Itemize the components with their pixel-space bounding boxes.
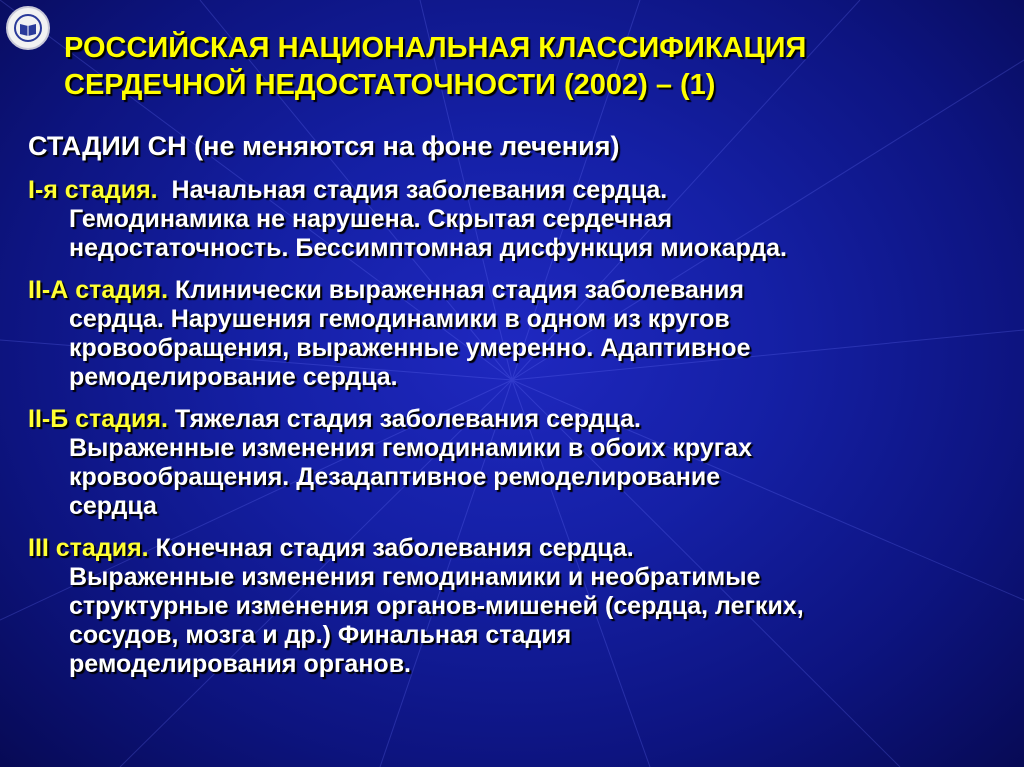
stage-text-line: Выраженные изменения гемодинамики и необратимые: [69, 563, 761, 591]
stage-label: II-А стадия.: [28, 276, 169, 304]
stage-label: III стадия.: [28, 534, 149, 562]
stage-item-2b: [28, 405, 1008, 521]
stage-text-line: недостаточность. Бессимптомная дисфункция миокарда.: [69, 234, 787, 262]
stage-text-line: ремоделирование сердца.: [69, 363, 398, 391]
book-emblem-icon: [13, 13, 43, 43]
stage-text-line: Выраженные изменения гемодинамики в обоих кругах: [69, 434, 752, 462]
stage-first-line: [28, 405, 1008, 434]
title-line-2: СЕРДЕЧНОЙ НЕДОСТАТОЧНОСТИ (2002) – (1): [64, 69, 716, 101]
stage-heading-text: Тяжелая стадия заболевания сердца.: [167, 405, 641, 433]
title-line-1: РОССИЙСКАЯ НАЦИОНАЛЬНАЯ КЛАССИФИКАЦИЯ: [64, 32, 807, 64]
stage-text-line: сердца: [69, 492, 157, 520]
stage-text-line: сосудов, мозга и др.) Финальная стадия: [69, 621, 572, 649]
section-subtitle: СТАДИИ СН (не меняются на фоне лечения): [28, 131, 620, 161]
stage-text-line: сердца. Нарушения гемодинамики в одном из кругов: [69, 305, 730, 333]
slide-content: [28, 130, 1008, 692]
stage-text-line: структурные изменения органов-мишеней (сердца, легких,: [69, 592, 804, 620]
institution-logo-icon: [6, 6, 50, 50]
stage-item-2a: [28, 276, 1008, 392]
slide-title: [64, 30, 964, 104]
stage-heading-text: Начальная стадия заболевания сердца.: [157, 176, 668, 204]
stage-first-line: [28, 176, 1008, 205]
stage-heading-text: Конечная стадия заболевания сердца.: [148, 534, 634, 562]
stage-text-line: ремоделирования органов.: [69, 650, 412, 678]
stage-item-3: [28, 534, 1008, 679]
stage-text-line: Гемодинамика не нарушена. Скрытая сердечная: [69, 205, 673, 233]
stage-text-line: кровообращения. Дезадаптивное ремоделирование: [69, 463, 721, 491]
stage-first-line: [28, 276, 1008, 305]
stage-item-1: [28, 176, 1008, 263]
stage-label: II-Б стадия.: [28, 405, 168, 433]
stage-label: I-я стадия.: [28, 176, 158, 204]
stage-text-line: кровообращения, выраженные умеренно. Адаптивное: [69, 334, 751, 362]
stage-heading-text: Клинически выраженная стадия заболевания: [168, 276, 744, 304]
stage-first-line: [28, 534, 1008, 563]
